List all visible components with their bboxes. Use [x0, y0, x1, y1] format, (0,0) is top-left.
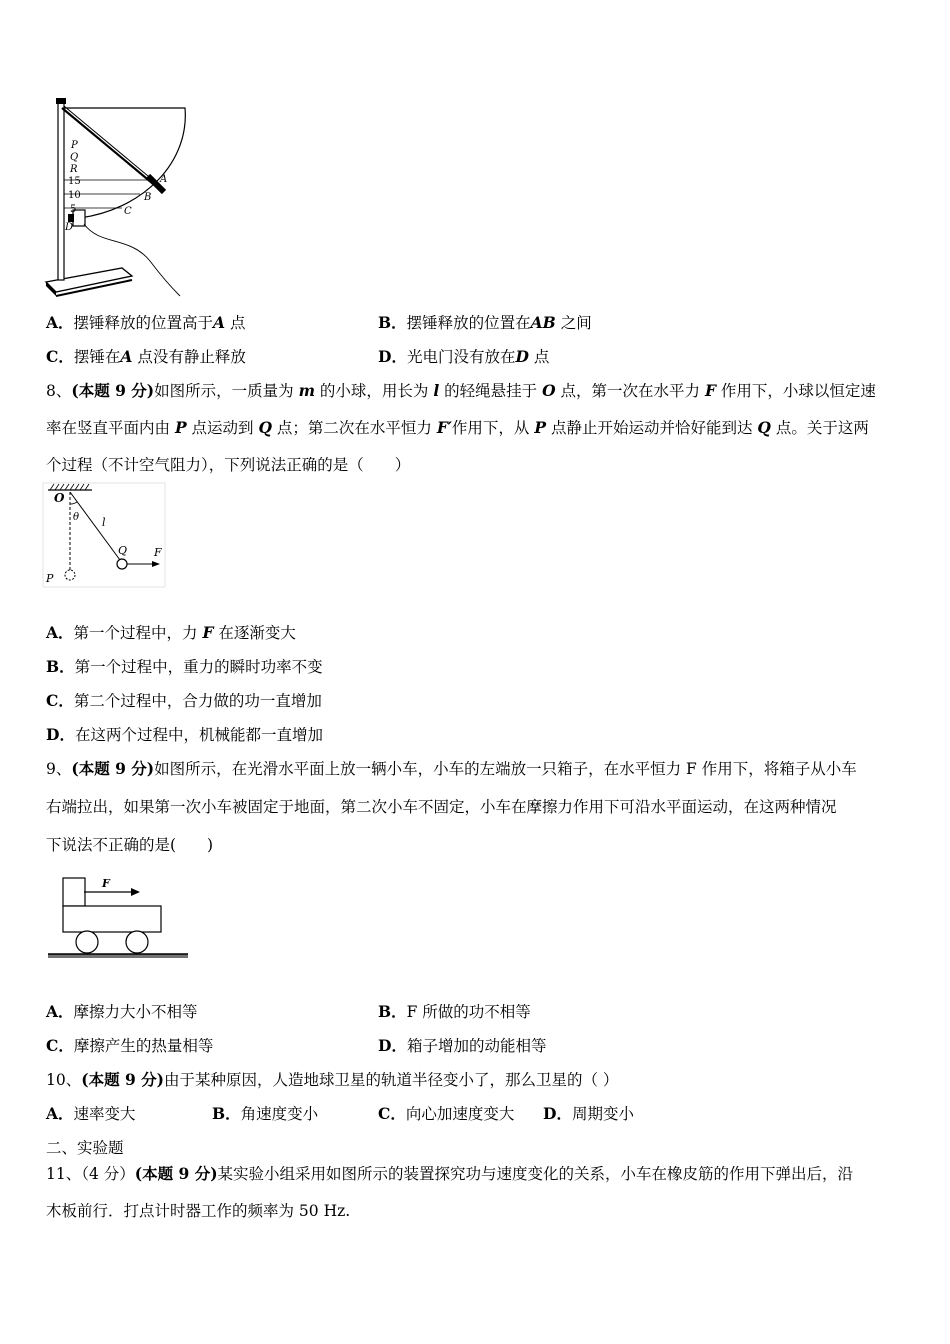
label-C: C: [124, 206, 132, 217]
section-title-experiment: 二、实验题: [46, 1139, 124, 1157]
q8-label-F: F: [154, 546, 162, 559]
q8-string: [70, 492, 120, 560]
q9-wheel-left: [76, 931, 98, 953]
q9-option-c[interactable]: C．摩擦产生的热量相等: [46, 1036, 214, 1055]
label-Q: Q: [70, 152, 79, 163]
q7-option-d[interactable]: D．光电门没有放在D 点: [378, 347, 550, 366]
q9-cart-body: [63, 906, 161, 932]
q10-option-a[interactable]: A．速率变大: [46, 1104, 136, 1123]
q9-stem-line-2: 右端拉出，如果第一次小车被固定于地面，第二次小车不固定，小车在摩擦力作用下可沿水平面运动，在这两种情况: [46, 798, 837, 816]
q9-label-F: F: [102, 877, 110, 890]
q9-cart-figure: [46, 872, 191, 964]
q7-option-c[interactable]: C．摆锤在A 点没有静止释放: [46, 347, 246, 366]
q8-label-P: P: [46, 572, 54, 585]
q9-stem-line-1: 9、(本题 9 分)如图所示，在光滑水平面上放一辆小车，小车的左端放一只箱子，在水平恒力 F 作用下，将箱子从小车: [46, 759, 857, 778]
q9-option-a[interactable]: A．摩擦力大小不相等: [46, 1002, 198, 1021]
q9-wheel-right: [126, 931, 148, 953]
q8-option-b[interactable]: B．第一个过程中，重力的瞬时功率不变: [46, 657, 323, 676]
q7-pendulum-apparatus-figure: [40, 96, 200, 306]
q11-stem-line-2: 木板前行．打点计时器工作的频率为 50 Hz.: [46, 1202, 351, 1220]
q9-option-d[interactable]: D．箱子增加的动能相等: [378, 1036, 547, 1055]
apparatus-rod: [58, 100, 64, 280]
q8-option-a[interactable]: A．第一个过程中，力 F 在逐渐变大: [46, 623, 296, 642]
q7-option-a[interactable]: A．摆锤释放的位置高于A 点: [46, 313, 246, 332]
q7-option-b[interactable]: B．摆锤释放的位置在AB 之间: [378, 313, 592, 332]
q9-option-b[interactable]: B．F 所做的功不相等: [378, 1002, 531, 1021]
q10-option-d[interactable]: D．周期变小: [543, 1104, 634, 1123]
q8-option-c[interactable]: C．第二个过程中，合力做的功一直增加: [46, 691, 322, 710]
q8-pendulum-figure: [42, 482, 167, 588]
q10-option-c[interactable]: C．向心加速度变大: [378, 1104, 515, 1123]
label-15: 15: [68, 176, 81, 187]
q8-stem-line-3: 个过程（不计空气阻力），下列说法正确的是（ ）: [46, 456, 411, 474]
label-R: R: [70, 164, 78, 175]
label-A: A: [160, 174, 168, 185]
q8-label-theta: θ: [73, 512, 80, 523]
q8-stem-line-1: 8、(本题 9 分)如图所示，一质量为 m 的小球，用长为 l 的轻绳悬挂于 O 点，第一次在水平力 F 作用下，小球以恒定速: [46, 381, 876, 400]
q11-stem-line-1: 11、（4 分）(本题 9 分)某实验小组采用如图所示的装置探究功与速度变化的关系，小车在橡皮筋的作用下弹出后，沿: [46, 1164, 854, 1183]
q8-label-Q: Q: [118, 544, 128, 557]
label-5: 5: [70, 204, 77, 215]
q9-stem-line-3: 下说法不正确的是( ): [46, 836, 214, 854]
q8-ball-P: [65, 570, 75, 580]
q10-option-b[interactable]: B．角速度变小: [212, 1104, 319, 1123]
label-D: D: [65, 222, 74, 233]
q9-box: [63, 878, 85, 906]
q8-label-O: O: [54, 491, 65, 505]
q8-label-l: l: [102, 516, 106, 529]
q8-ball-Q: [117, 559, 127, 569]
q10-stem: 10、(本题 9 分)由于某种原因，人造地球卫星的轨道半径变小了，那么卫星的（ ）: [46, 1070, 619, 1089]
label-B: B: [144, 192, 152, 203]
q8-option-d[interactable]: D．在这两个过程中，机械能都一直增加: [46, 725, 323, 744]
label-P: P: [71, 140, 78, 151]
label-10: 10: [68, 190, 81, 201]
q8-stem-line-2: 率在竖直平面内由 P 点运动到 Q 点；第二次在水平恒力 F′作用下，从 P 点静止开始运动并恰好能到达 Q 点。关于这两: [46, 418, 869, 437]
